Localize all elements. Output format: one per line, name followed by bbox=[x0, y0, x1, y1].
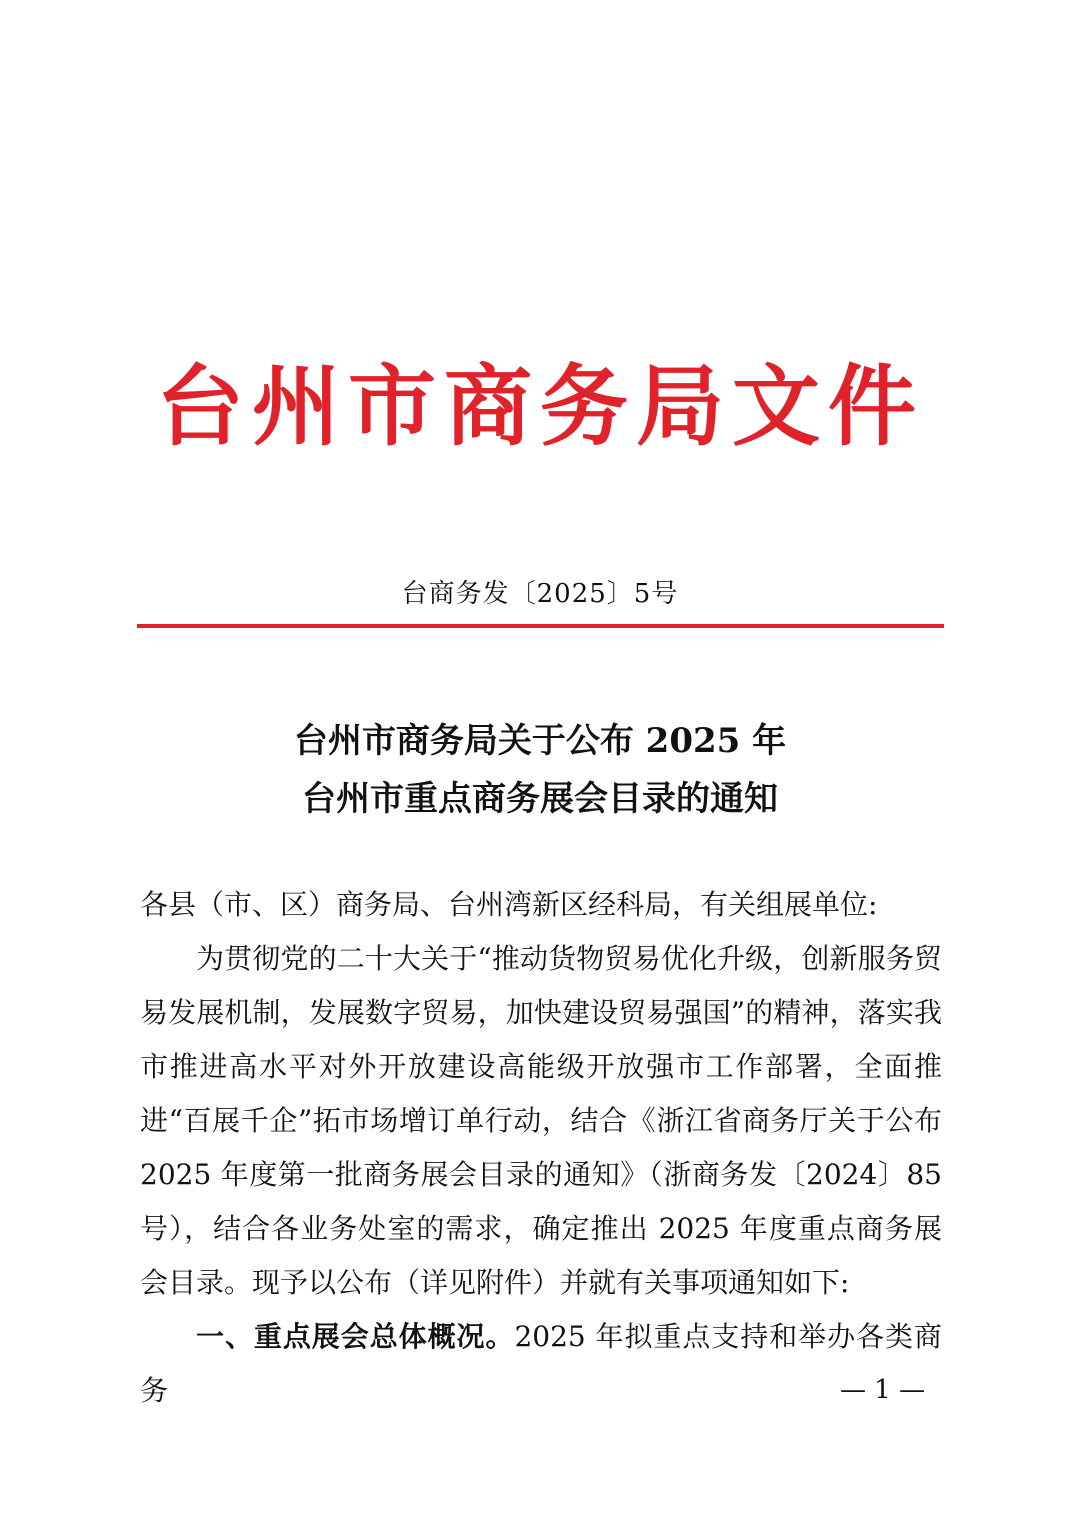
section-1-paragraph bbox=[140, 1310, 942, 1418]
document-number: 台商务发〔2025〕5号 bbox=[401, 579, 679, 609]
salutation: 各县（市、区）商务局、台州湾新区经科局，有关组展单位: bbox=[140, 888, 878, 921]
org-header-title: 台州市商务局文件 bbox=[155, 355, 924, 458]
page-number: — 1 — bbox=[840, 1375, 926, 1405]
document-body bbox=[140, 878, 942, 1418]
red-divider-line bbox=[137, 624, 944, 628]
section-1-text: 2025 年拟重点支持和举办各类商务 bbox=[140, 1320, 942, 1407]
body-paragraph: 为贯彻党的二十大关于“推动货物贸易优化升级，创新服务贸易发展机制，发展数字贸易，加快建设贸易强国”的精神，落实我市推进高水平对外开放建设高能级开放强市工作部署，全面推进“百展千企”拓市场增订单行动，结合《浙江省商务厅关于公布 2025 年度第一批商务展会目录的通知》（浙商务发〔2024〕85 号），结合各业务处室的需求，确定推出 2025 年度重点商务展会目录。现予以公布（详见附件）并就有关事项通知如下: bbox=[140, 942, 942, 1299]
document-title-line-1: 台州市商务局关于公布 2025 年 bbox=[293, 721, 787, 761]
document-title-line-2: 台州市重点商务展会目录的通知 bbox=[302, 779, 778, 819]
section-1-heading: 一、重点展会总体概况。 bbox=[196, 1320, 515, 1353]
document-title bbox=[0, 712, 1080, 828]
